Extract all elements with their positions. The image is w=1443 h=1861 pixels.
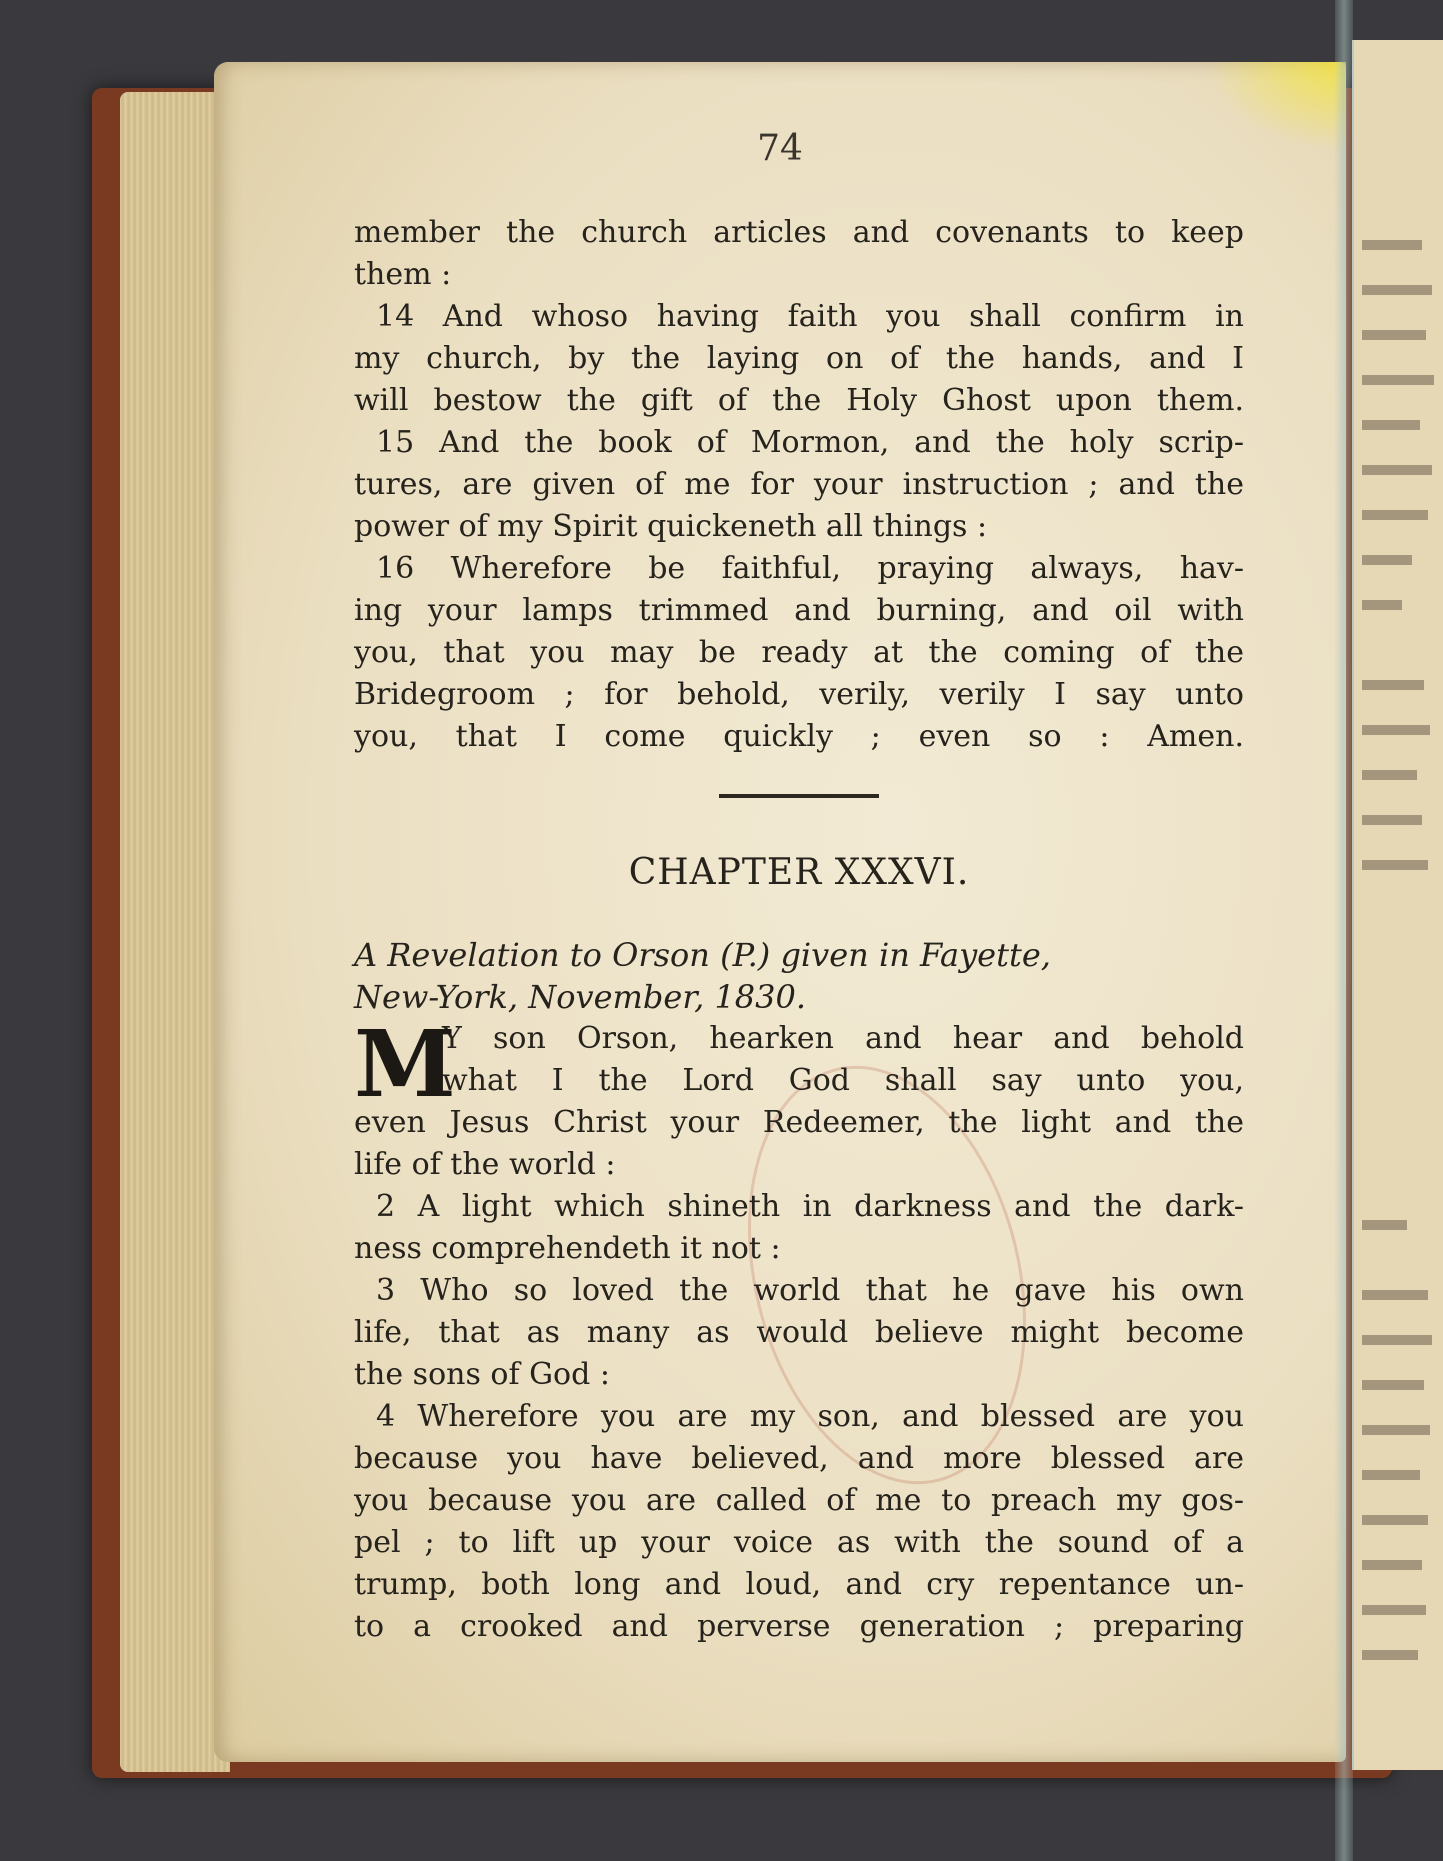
drop-cap-paragraph (354, 1010, 1244, 1118)
text-line: you, that you may be ready at the coming of the (354, 635, 1244, 670)
text-line: my church, by the laying on of the hands, and I (354, 341, 1244, 376)
text-block (354, 212, 1244, 1648)
heading-line: A Revelation to Orson (P.) given in Fayette, (354, 936, 1051, 974)
text-line: you because you are called of me to preach my gos- (354, 1483, 1244, 1518)
text-line: to a crooked and perverse generation ; preparing (354, 1609, 1244, 1644)
ghost-text (1362, 375, 1434, 385)
ghost-text (1362, 240, 1422, 250)
text-line: the sons of God : (354, 1357, 610, 1392)
drop-cap: M (354, 1010, 456, 1118)
glass-plate-edge (1335, 0, 1353, 1861)
ghost-text (1362, 860, 1428, 870)
ghost-text (1362, 420, 1420, 430)
verses-top (354, 212, 1244, 758)
text-line: will bestow the gift of the Holy Ghost upon them. (354, 383, 1244, 418)
text-line: even Jesus Christ your Redeemer, the light and the (354, 1105, 1244, 1140)
ghost-text (1362, 1380, 1424, 1390)
text-line: them : (354, 257, 452, 292)
text-line: power of my Spirit quickeneth all things : (354, 509, 988, 544)
page-number: 74 (757, 128, 803, 169)
ghost-text (1362, 1605, 1426, 1615)
chapter-title: CHAPTER XXXVI. (628, 852, 970, 893)
ghost-text (1362, 555, 1412, 565)
text-line: 3 Who so loved the world that he gave his own (376, 1273, 1244, 1308)
chapter-heading (354, 934, 1244, 1018)
text-line: life, that as many as would believe might become (354, 1315, 1244, 1350)
text-line: tures, are given of me for your instruction ; and the (354, 467, 1244, 502)
ghost-text (1362, 285, 1432, 295)
ghost-text (1362, 1650, 1418, 1660)
text-line: you, that I come quickly ; even so : Amen. (354, 719, 1244, 754)
ghost-text (1362, 1425, 1430, 1435)
text-line: Bridegroom ; for behold, verily, verily I say unto (354, 677, 1244, 712)
text-line: because you have believed, and more blessed are (354, 1441, 1244, 1476)
text-line: 16 Wherefore be faithful, praying always, hav- (376, 551, 1244, 586)
ghost-text (1362, 680, 1424, 690)
ghost-text (1362, 725, 1430, 735)
facing-page-edge (1352, 40, 1443, 1770)
ghost-text (1362, 465, 1432, 475)
ghost-text (1362, 1290, 1428, 1300)
ghost-text (1362, 1470, 1420, 1480)
text-line: what I the Lord God shall say unto you, (442, 1063, 1244, 1098)
ghost-text (1362, 1515, 1428, 1525)
section-divider (719, 794, 879, 798)
text-line: life of the world : (354, 1147, 616, 1182)
text-line: 2 A light which shineth in darkness and the dark- (376, 1189, 1244, 1224)
text-line: 15 And the book of Mormon, and the holy scrip- (376, 425, 1244, 460)
ghost-text (1362, 1560, 1422, 1570)
text-line: ing your lamps trimmed and burning, and oil with (354, 593, 1244, 628)
left-page (214, 62, 1346, 1762)
text-line: 4 Wherefore you are my son, and blessed are you (376, 1399, 1244, 1434)
ghost-text (1362, 1335, 1432, 1345)
ghost-text (1362, 510, 1428, 520)
ghost-text (1362, 770, 1417, 780)
text-line: Y son Orson, hearken and hear and behold (442, 1021, 1244, 1056)
verses-bottom (354, 1102, 1244, 1648)
text-line: trump, both long and loud, and cry repentance un- (354, 1567, 1244, 1602)
text-line: pel ; to lift up your voice as with the sound of a (354, 1525, 1244, 1560)
heading-line: New-York, November, 1830. (354, 978, 807, 1016)
ghost-text (1362, 1220, 1407, 1230)
ghost-text (1362, 600, 1402, 610)
ghost-text (1362, 815, 1422, 825)
ghost-text (1362, 330, 1426, 340)
text-line: member the church articles and covenants to keep (354, 215, 1244, 250)
text-line: ness comprehendeth it not : (354, 1231, 781, 1266)
text-line: 14 And whoso having faith you shall confirm in (376, 299, 1244, 334)
